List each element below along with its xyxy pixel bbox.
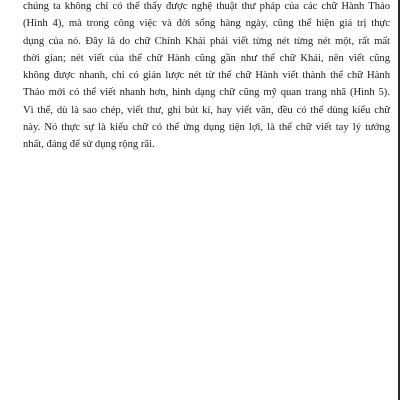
text-line: không được nhanh, chỉ có giản lược nét từ thể chữ Hành viết thành thể chữ Hành	[23, 70, 390, 82]
body-text	[23, 0, 390, 154]
text-line: Thảo mới có thể viết nhanh hơn, hình dạng chữ cũng mỹ quan trang nhã (Hình 5).	[23, 87, 390, 99]
text-line: dụng của nó. Đây là do chữ Chính Khải phải viết từng nét từng nét một, rất mất	[23, 35, 390, 47]
text-line: thời gian; nét viết của thể chữ Hành cũng gần như thể chữ Khải, nên viết cũng	[23, 52, 390, 64]
text-line: (Hình 4), mà trong công việc và đời sống hàng ngày, cũng thể hiện giá trị thực	[23, 18, 390, 30]
text-line: nhất, đáng để sử dụng rộng rãi.	[23, 139, 155, 151]
text-line: này. Nó thực sự là kiểu chữ có thể ứng dụng tiện lợi, là thể chữ viết tay lý tưởng	[23, 122, 390, 134]
text-line: chúng ta không chỉ có thể thấy được nghệ thuật thư pháp của các chữ Hành Thảo	[23, 1, 390, 12]
paragraph-2	[23, 102, 390, 154]
paragraph-1	[23, 0, 390, 102]
text-line: Vì thế, dù là sao chép, viết thư, ghi bút kí, hay viết văn, đều có thể dùng kiểu chữ	[23, 104, 390, 116]
